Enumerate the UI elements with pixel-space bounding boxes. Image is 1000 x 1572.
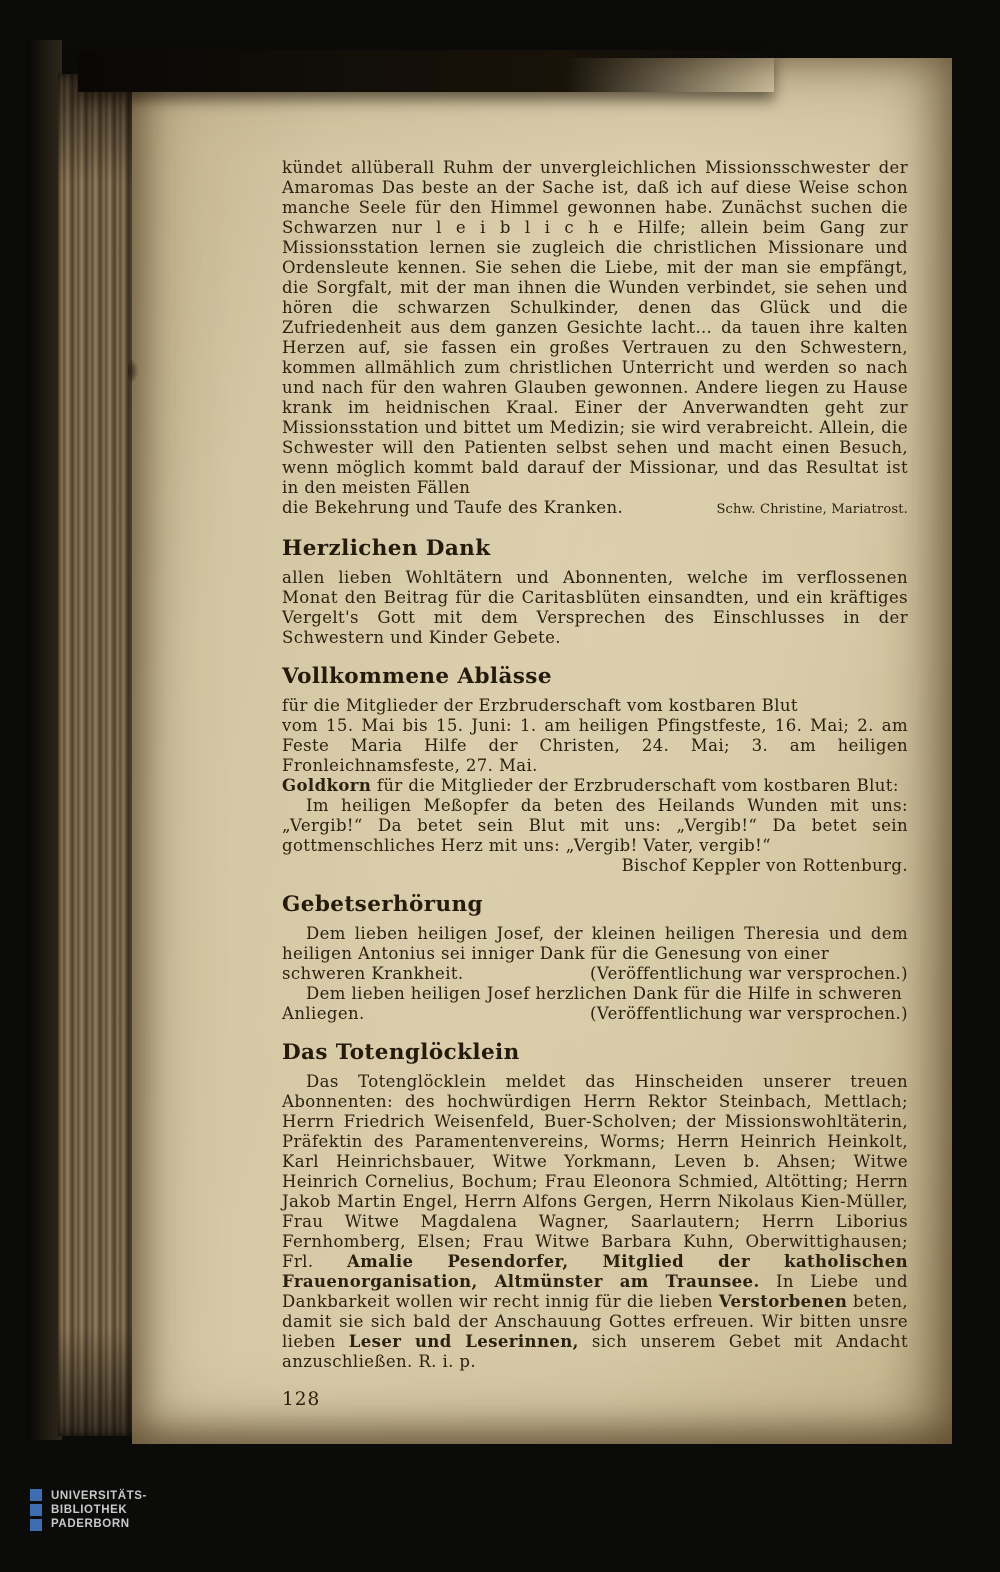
answered-p2: Dem lieben heiligen Josef herzlichen Dank für die Hilfe in schweren [306, 984, 903, 1003]
answered-p1-last-line [282, 964, 908, 984]
goldkorn-label: Goldkorn [282, 776, 372, 795]
answered-p2-end: Anliegen. [282, 1004, 365, 1023]
library-name-line3: PADERBORN [51, 1518, 130, 1530]
obituary-text-5: beten, damit sie sich bald der Anschauung Gottes erfreuen. Wir bitten unsre lieben [282, 1292, 909, 1351]
obituary-text-3: In Liebe und Dankbarkeit wollen wir recht innig für die lieben [282, 1272, 908, 1311]
intro-closing: die Bekehrung und Taufe des Kranken. [282, 498, 624, 517]
prayer-attribution: Bischof Keppler von Rottenburg. [621, 856, 908, 875]
logo-square-icon [30, 1489, 42, 1501]
obituary-text-2: Amalie Pesendorfer, Mitglied der katholischen Frauenorganisation, Altmünster am Traunsee. [282, 1252, 908, 1291]
intro-signature: Schw. Christine, Mariatrost. [716, 502, 908, 517]
page-text-block [282, 158, 908, 1410]
page-stack-edges [58, 74, 136, 1436]
obituary-heading: Das Totenglöcklein [282, 1040, 520, 1065]
answered-prayers-heading: Gebetserhörung [282, 892, 483, 917]
page-blemish [128, 358, 138, 384]
library-logo-squares-icon [30, 1489, 42, 1531]
thanks-heading: Herzlichen Dank [282, 536, 491, 561]
indulgences-dates: vom 15. Mai bis 15. Juni: 1. am heiligen Pfingstfeste, 16. Mai; 2. am Feste Maria Hilfe der Christen, 24. Mai; 3. am heiligen Fronleichnamsfeste, 27. Mai. [282, 716, 908, 775]
page-number: 128 [282, 1389, 321, 1410]
answered-p1-note: (Veröffentlichung war versprochen.) [589, 964, 908, 983]
intro-last-line [282, 498, 908, 520]
goldkorn-text: für die Mitglieder der Erzbruderschaft vom kostbaren Blut: [371, 776, 899, 795]
answered-p2-note: (Veröffentlichung war versprochen.) [589, 1004, 908, 1023]
logo-square-icon [30, 1519, 42, 1531]
library-name [51, 1489, 147, 1531]
book-page [132, 58, 952, 1444]
indulgences-heading: Vollkommene Ablässe [282, 664, 552, 689]
answered-p2-last-line [282, 1004, 908, 1024]
obituary-text-7: sich unserem Gebet mit Andacht anzuschließen. R. i. p. [282, 1332, 908, 1371]
indulgences-members-line: für die Mitglieder der Erzbruderschaft vom kostbaren Blut [282, 696, 798, 715]
thanks-body: allen lieben Wohltätern und Abonnenten, welche im verflossenen Monat den Beitrag für die Caritasblüten einsandten, und ein kräftiges Vergelt's Gott mit dem Versprechen des Einschlusses in der Schwestern und Kinder Gebete. [282, 568, 908, 647]
obituary-paragraph [282, 1072, 908, 1372]
library-name-line2: BIBLIOTHEK [51, 1504, 128, 1516]
prayer-paragraph: Im heiligen Meßopfer da beten des Heilands Wunden mit uns: „Vergib!“ Da betet sein Blut mit uns: „Vergib!“ Da betet sein gottmenschliches Herz mit uns: „Vergib! Vater, vergib!“ [282, 796, 908, 855]
logo-square-icon [30, 1504, 42, 1516]
answered-p1: Dem lieben heiligen Josef, der kleinen heiligen Theresia und dem heiligen Antonius sei inniger Dank für die Genesung von einer [282, 924, 908, 963]
library-watermark [30, 1489, 147, 1531]
page-top-shadow [78, 50, 774, 92]
intro-paragraph: kündet allüberall Ruhm der unvergleichlichen Missionsschwester der Amaromas Das beste an der Sache ist, daß ich auf diese Weise schon manche Seele für den Himmel gewonnen habe. Zunächst suchen die Schwarzen nur l e i b l i c h e Hilfe; allein beim Gang zur Missionsstation lernen sie zugleich die christlichen Missionare und Ordensleute kennen. Sie sehen die Liebe, mit der man sie empfängt, die Sorgfalt, mit der man ihnen die Wunden verbindet, sie sehen und hören die schwarzen Schulkinder, denen das Glück und die Zufriedenheit aus dem ganzen Gesichte lacht… da tauen ihre kalten Herzen auf, sie fassen ein großes Vertrauen zu den Schwestern, kommen allmählich zum christlichen Unterricht und werden so nach und nach für den wahren Glauben gewonnen. Andere liegen zu Hause krank im heidnischen Kraal. Einer der Anverwandten geht zur Missionsstation und bittet um Medizin; sie wird verabreicht. Allein, die Schwester will den Patienten selbst sehen und macht einen Besuch, wenn möglich kommt bald darauf der Missionar, und das Resultat ist in den meisten Fällen [282, 158, 908, 497]
library-name-line1: UNIVERSITÄTS- [51, 1490, 147, 1502]
goldkorn-line [282, 776, 908, 796]
obituary-text-6: Leser und Leserinnen, [348, 1332, 579, 1351]
answered-p1-end: schweren Krankheit. [282, 964, 464, 983]
obituary-text-4: Verstorbenen [718, 1292, 848, 1311]
obituary-text-1: Das Totenglöcklein meldet das Hinscheiden unserer treuen Abonnenten: des hochwürdigen Herrn Rektor Steinbach, Mettlach; Herrn Friedrich Weisenfeld, Buer-Scholven; der Missionswohltäterin, Präfektin des Paramentenvereins, Worms; Herrn Heinrich Heinkolt, Karl Heinrichsbauer, Witwe Yorkmann, Leven b. Ahsen; Witwe Heinrich Cornelius, Bochum; Frau Eleonora Schmied, Altötting; Herrn Jakob Martin Engel, Herrn Alfons Gergen, Herrn Nikolaus Kien-Müller, Frau Witwe Magdalena Wagner, Saarlautern; Herrn Liborius Fernhomberg, Elsen; Frau Witwe Barbara Kuhn, Oberwittighausen; Frl. [282, 1072, 908, 1271]
book-spine-edge [26, 40, 62, 1440]
